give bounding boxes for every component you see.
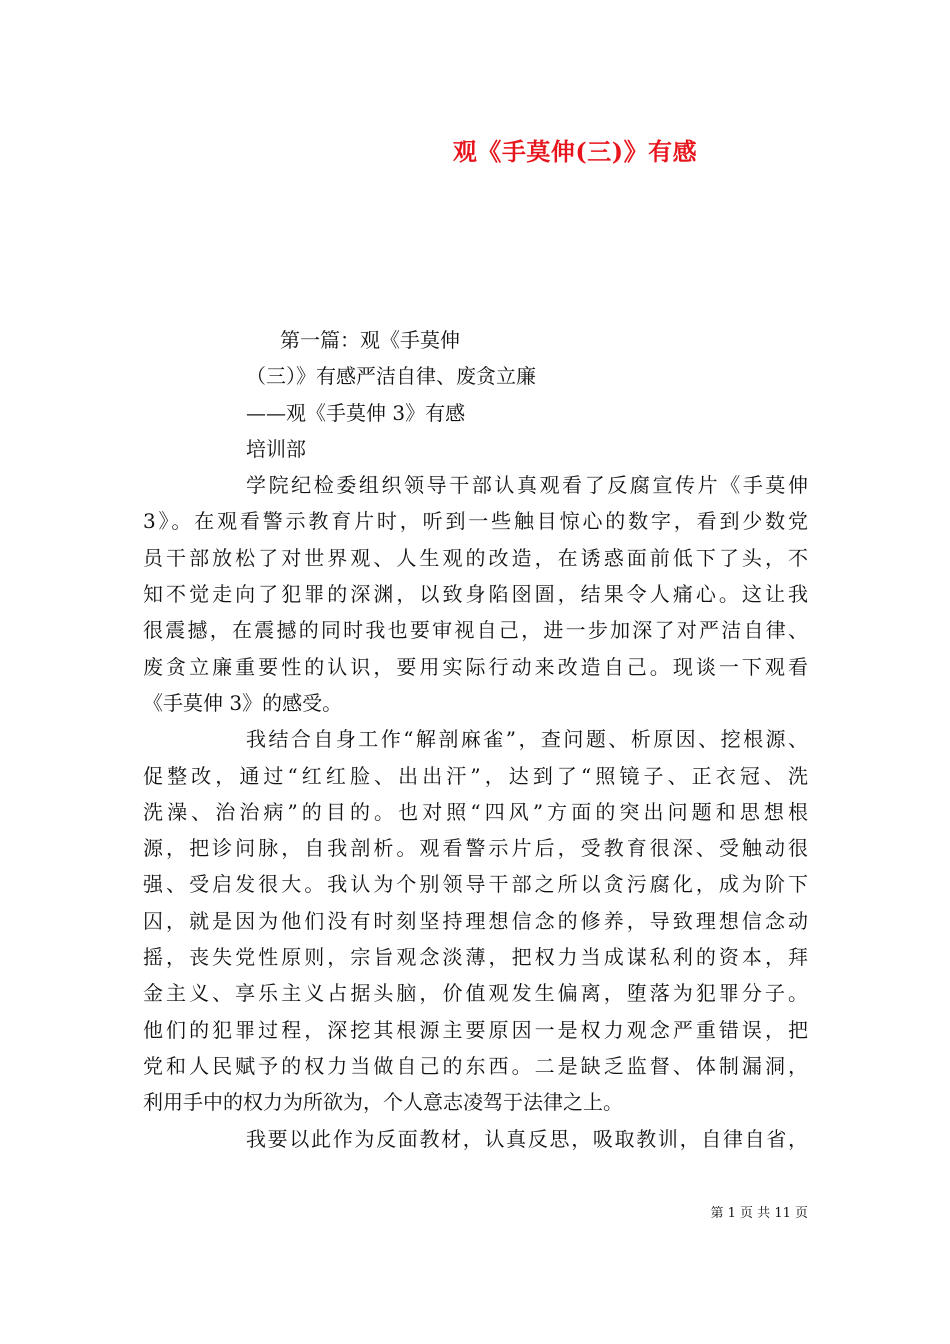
paragraph-line: 摇，丧失党性原则，宗旨观念淡薄，把权力当成谋私利的资本，拜 [143,945,808,970]
page-number: 第 1 页 共 11 页 [710,1206,808,1221]
section-heading-line-2: （三）》有感严洁自律、废贪立廉 [246,364,536,389]
paragraph-line: 金主义、享乐主义占据头脑，价值观发生偏离，堕落为犯罪分子。 [143,981,808,1006]
paragraph-line: 源，把诊问脉，自我剖析。观看警示片后，受教育很深、受触动很 [143,836,808,861]
paragraph-line: 我结合自身工作“解剖麻雀”，查问题、析原因、挖根源、 [246,727,808,752]
paragraph-line: 强、受启发很大。我认为个别领导干部之所以贪污腐化，成为阶下 [143,872,808,897]
paragraph-line: 党和人民赋予的权力当做自己的东西。二是缺乏监督、体制漏洞， [143,1053,808,1078]
paragraph-line: 促整改，通过“红红脸、出出汗”，达到了“照镜子、正衣冠、洗 [143,763,808,788]
paragraph-line: 囚，就是因为他们没有时刻坚持理想信念的修养，导致理想信念动 [143,908,808,933]
author-department: 培训部 [246,436,306,461]
document-title: 观《手莫伸(三)》有感 [452,137,698,166]
paragraph-line: 3》。在观看警示教育片时，听到一些触目惊心的数字，看到少数党 [143,509,808,534]
paragraph-line: 《手莫伸 3》的感受。 [143,690,343,715]
section-heading-line-1: 第一篇：观《手莫伸 [280,328,460,352]
paragraph-line: 很震撼，在震撼的同时我也要审视自己，进一步加深了对严洁自律、 [143,618,808,643]
paragraph-line: 员干部放松了对世界观、人生观的改造，在诱惑面前低下了头，不 [143,545,808,570]
paragraph-line: 学院纪检委组织领导干部认真观看了反腐宣传片《手莫伸 [246,473,808,498]
paragraph-line: 洗澡、治治病”的目的。也对照“四风”方面的突出问题和思想根 [143,799,808,824]
paragraph-line: 我要以此作为反面教材，认真反思，吸取教训，自律自省， [246,1126,808,1151]
paragraph-line: 废贪立廉重要性的认识，要用实际行动来改造自己。现谈一下观看 [143,654,808,679]
paragraph-line: 知不觉走向了犯罪的深渊，以致身陷囹圄，结果令人痛心。这让我 [143,582,808,607]
document-body [143,322,808,1157]
section-subtitle: ——观《手莫伸 3》有感 [246,400,466,425]
paragraph-line: 利用手中的权力为所欲为，个人意志凌驾于法律之上。 [143,1090,623,1115]
paragraph-line: 他们的犯罪过程，深挖其根源主要原因一是权力观念严重错误，把 [143,1017,808,1042]
